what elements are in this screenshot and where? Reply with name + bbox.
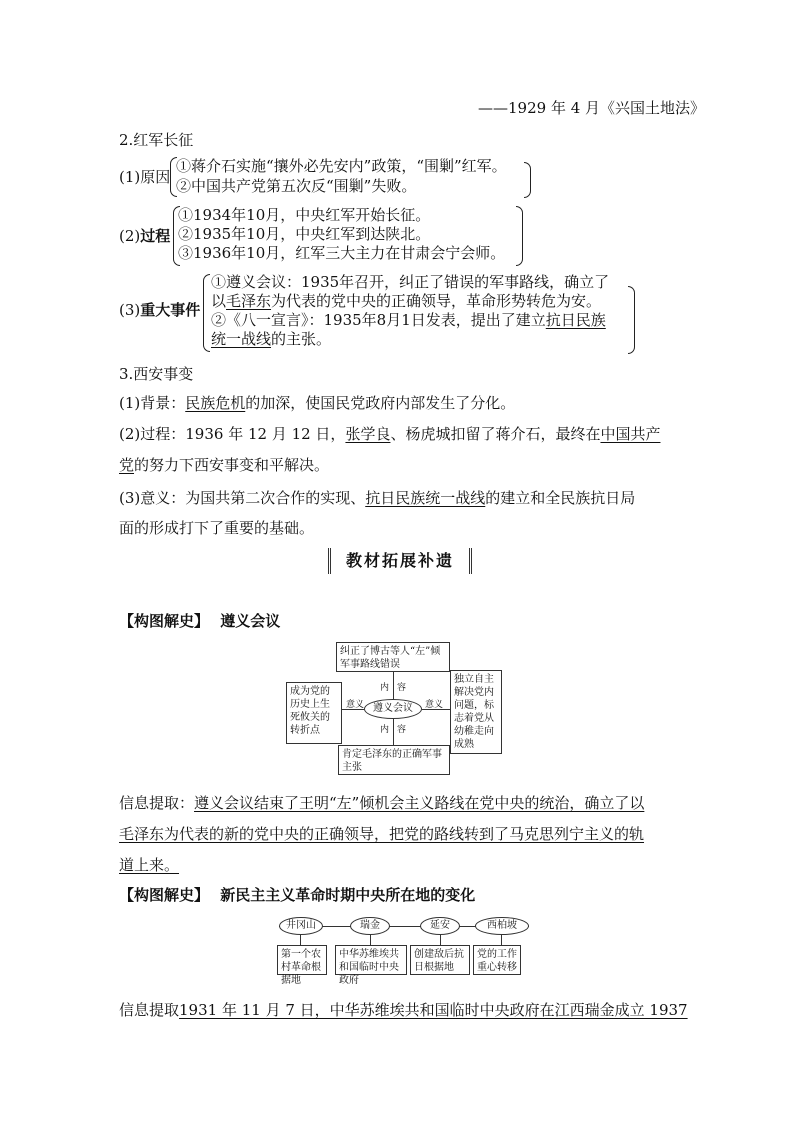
zunyi-center-oval: 遵义会议 [364,699,422,719]
quote-source: ——1929 年 4 月《兴国土地法》 [478,99,706,117]
info2-underlined: 1931 年 11 月 7 日，中华苏维埃共和国临时中央政府在江西瑞金成立 1937 [179,1001,688,1019]
note-ruijin: 中华苏维埃共和国临时中央政府 [335,945,407,975]
zunyi-bottom-box: 肯定毛泽东的正确军事主张 [338,745,450,775]
zunyi-top-box: 纠正了博古等人“左”倾军事路线错误 [336,642,450,672]
info1-line3-underlined: 道上来。 [119,856,180,874]
events-line2-underlined: 毛泽东 [226,292,272,310]
zunyi-label-bottom-1: 内 [380,725,390,735]
info1-line2-underlined: 毛泽东为代表的新的党中央的正确领导，把党的路线转到了马克思列宁主义的轨 [119,825,645,843]
xian-proc-ul3: 党 [119,456,135,474]
events-line4-underlined: 统一战线 [211,330,272,348]
events-line4-post: 的主张。 [271,330,332,348]
xian-proc-ul1: 张学良 [345,425,391,443]
zunyi-label-top-1: 内 [380,683,390,693]
process-item-1: ①1934年10月，中央红军开始长征。 [178,206,431,224]
events-right-brace [628,286,635,354]
xian-bg-underlined: 民族危机 [185,394,246,412]
zunyi-right-box: 独立自主解决党内问题，标志着党从幼稚走向成熟 [450,670,502,754]
xian-process-line1 [119,424,660,444]
xian-proc-ul2: 中国共产 [600,425,661,443]
process-label-prefix: (2) [119,227,141,245]
note-jinggangshan: 第一个农村革命根据地 [277,945,327,975]
xian-bg-pre: (1)背景： [119,394,186,412]
xian-process-line2 [119,455,329,475]
zunyi-label-left: 意义 [346,700,365,710]
process-label [119,226,170,246]
diagram2-heading-title: 新民主主义革命时期中央所在地的变化 [220,886,476,904]
process-item-2: ②1935年10月，中央红军到达陕北。 [178,225,431,243]
diagram1-heading-tag: 【构图解史】 [119,612,210,630]
xian-sig-post: 的建立和全民族抗日局 [485,489,636,507]
zunyi-arrow-up [393,672,394,699]
cause-right-brace [524,162,531,198]
events-line-2 [211,291,601,311]
zunyi-label-top-2: 容 [397,683,407,693]
events-label-prefix: (3) [119,301,141,319]
section-title-long-march: 2.红军长征 [119,131,194,149]
xian-proc-pre: (2)过程：1936 年 12 月 12 日， [119,425,346,443]
diagram2-heading [119,885,475,905]
events-line3-underlined: 抗日民族 [545,311,606,329]
place-jinggangshan: 井冈山 [279,917,323,935]
xian-sig-pre: (3)意义：为国共第二次合作的实现、 [119,489,366,507]
diagram1-heading [119,611,280,631]
xian-proc-post: 的努力下西安事变和平解决。 [134,456,330,474]
connector-3 [440,935,441,945]
info1-line3 [119,855,179,875]
xian-sig-underlined: 抗日民族统一战线 [365,489,486,507]
cause-item-2: ②中国共产党第五次反“围剿”失败。 [176,177,417,195]
connector-4 [501,935,502,945]
section-title-xian: 3.西安事变 [119,365,194,383]
info1-line2 [119,824,644,844]
note-xibaipo: 党的工作重心转移 [473,945,521,975]
zunyi-label-right: 意义 [425,700,444,710]
connector-2 [370,935,371,945]
process-right-brace [516,206,523,266]
events-label-text: 重大事件 [140,301,201,319]
events-line2-post: 为代表的党中央的正确领导，革命形势转危为安。 [271,292,602,310]
diagram2-heading-tag: 【构图解史】 [119,886,210,904]
process-item-3: ③1936年10月，红军三大主力在甘肃会宁会师。 [178,244,506,262]
note-yanan: 创建敌后抗日根据地 [410,945,470,975]
info1-prefix: 信息提取： [119,794,195,812]
cause-label: (1)原因 [119,168,171,186]
events-line-4 [211,329,331,349]
info2-prefix: 信息提取 [119,1001,180,1019]
cause-item-1: ①蒋介石实施“攘外必先安内”政策，“围剿”红军。 [176,157,507,175]
zunyi-left-box: 成为党的历史上生死攸关的转折点 [286,682,342,744]
section-banner: 教材拓展补遗 [328,548,472,574]
info1-line1-underlined: 遵义会议结束了王明“左”倾机会主义路线在党中央的统治，确立了以 [194,794,645,812]
diagram1-heading-title: 遵义会议 [220,612,281,630]
process-label-text: 过程 [140,227,171,245]
events-brace [203,274,210,352]
events-line-1: ①遵义会议：1935年召开，纠正了错误的军事路线，确立了 [211,273,610,291]
events-line2-pre: 以 [211,292,227,310]
events-line3-pre: ②《八一宣言》：1935年8月1日发表，提出了建立 [211,311,546,329]
info1-line1 [119,793,644,813]
place-yanan: 延安 [420,917,460,935]
zunyi-label-bottom-2: 容 [397,725,407,735]
events-line-3 [211,310,606,330]
xian-significance-line2: 面的形成打下了重要的基础。 [119,519,315,537]
place-xibaipo: 西柏坡 [475,917,529,935]
xian-proc-mid: 、杨虎城扣留了蒋介石，最终在 [390,425,601,443]
place-ruijin: 瑞金 [350,917,390,935]
xian-bg-post: 的加深，使国民党政府内部发生了分化。 [245,394,516,412]
connector-1 [300,935,301,945]
xian-background [119,393,515,413]
zunyi-arrow-down [393,719,394,745]
info2-line1 [119,1000,688,1020]
events-label [119,300,200,320]
xian-significance-line1 [119,488,635,508]
